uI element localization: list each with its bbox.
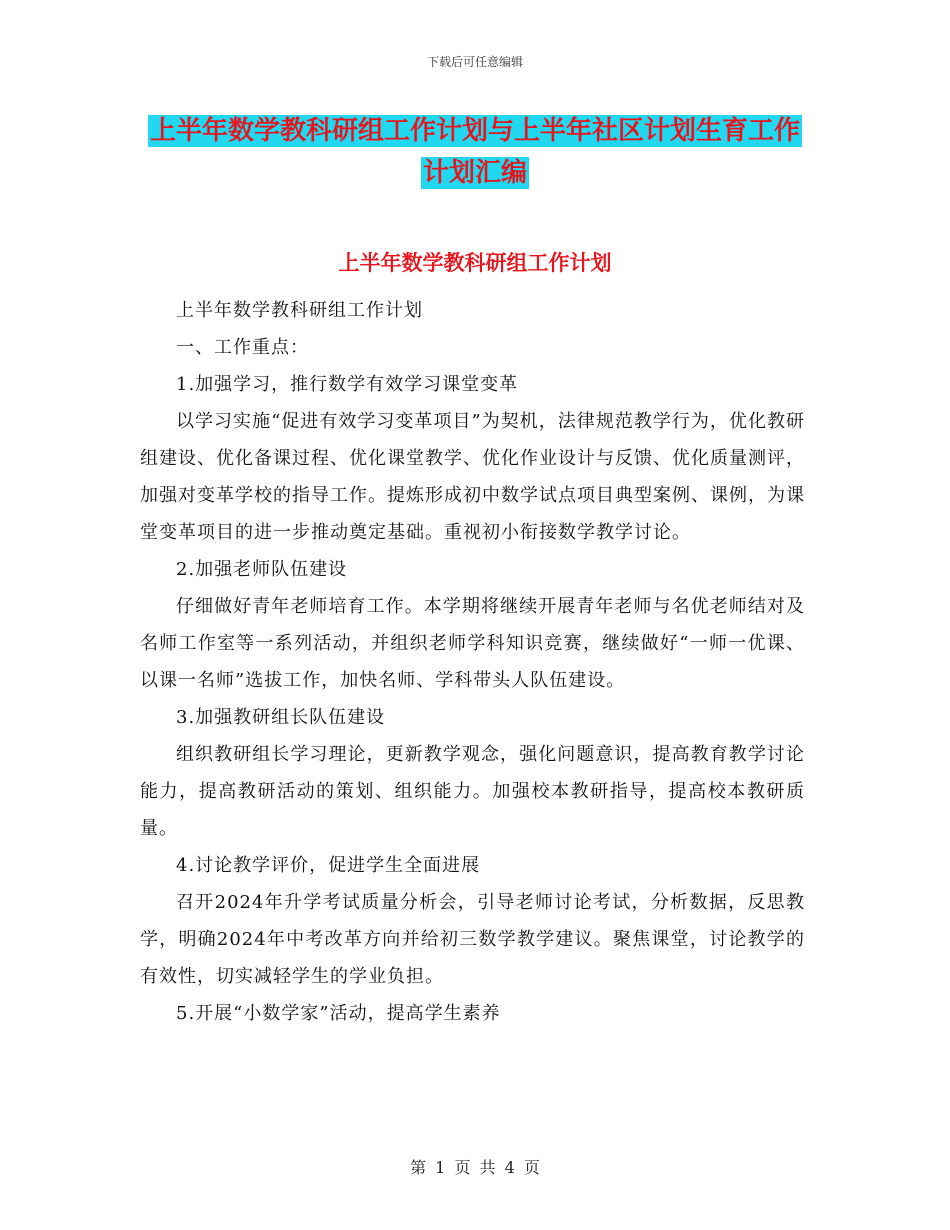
document-body [140, 292, 805, 1032]
paragraph: 以学习实施“促进有效学习变革项目”为契机，法律规范教学行为，优化教研组建设、优化备课过程、优化课堂教学、优化作业设计与反馈、优化质量测评，加强对变革学校的指导工作。提炼形成初中数学试点项目典型案例、课例，为课堂变革项目的进一步推动奠定基础。重视初小衔接数学教学讨论。 [140, 411, 805, 543]
paragraph: 上半年数学教科研组工作计划 [176, 300, 423, 321]
paragraph: 3.加强教研组长队伍建设 [176, 707, 386, 728]
page-number-footer: 第 1 页 共 4 页 [410, 1158, 540, 1177]
document-title [140, 110, 810, 194]
paragraph: 4.讨论教学评价，促进学生全面进展 [176, 855, 481, 876]
paragraph: 组织教研组长学习理论，更新教学观念，强化问题意识，提高教育教学讨论能力，提高教研活动的策划、组织能力。加强校本教研指导，提高校本教研质量。 [140, 744, 805, 839]
paragraph: 5.开展“小数学家”活动，提高学生素养 [176, 1003, 501, 1024]
paragraph: 仔细做好青年老师培育工作。本学期将继续开展青年老师与名优老师结对及名师工作室等一系列活动，并组织老师学科知识竞赛，继续做好“一师一优课、以课一名师”选拔工作，加快名师、学科带头人队伍建设。 [140, 596, 805, 691]
paragraph: 一、工作重点： [176, 337, 309, 358]
section-title: 上半年数学教科研组工作计划 [338, 251, 612, 275]
paragraph: 1.加强学习，推行数学有效学习课堂变革 [176, 374, 519, 395]
paragraph: 2.加强老师队伍建设 [176, 559, 348, 580]
document-title-text: 上半年数学教科研组工作计划与上半年社区计划生育工作计划汇编 [149, 116, 800, 188]
paragraph: 召开2024年升学考试质量分析会，引导老师讨论考试，分析数据，反思教学，明确2024年中考改革方向并给初三数学教学建议。聚焦课堂，讨论教学的有效性，切实减轻学生的学业负担。 [140, 892, 805, 987]
header-note: 下载后可任意编辑 [426, 55, 523, 69]
